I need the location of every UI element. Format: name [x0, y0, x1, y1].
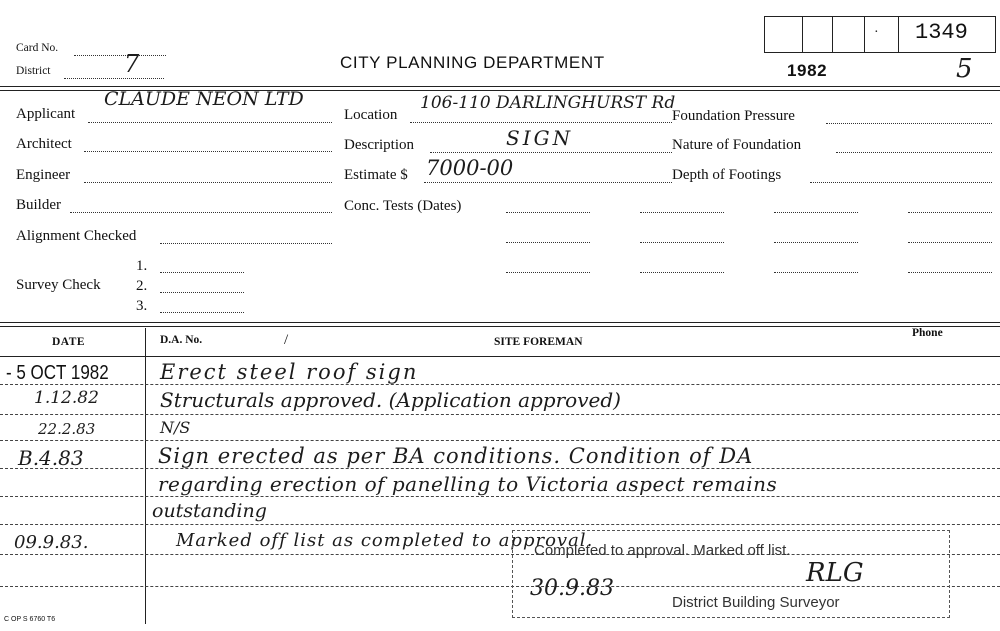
stamp-surveyor-text: District Building Surveyor [672, 594, 840, 611]
description-label: Description [344, 137, 414, 153]
location-value: 106-110 DARLINGHURST Rd [420, 93, 676, 113]
department-title: CITY PLANNING DEPARTMENT [340, 53, 605, 72]
conc-test-line [908, 272, 992, 273]
site-foreman-header: SITE FOREMAN [494, 336, 583, 348]
conc-test-line [774, 272, 858, 273]
conc-test-line [640, 212, 724, 213]
estimate-line [424, 182, 672, 183]
survey-label: Survey Check [16, 277, 101, 293]
survey-line [160, 292, 244, 293]
depth-footings-label: Depth of Footings [672, 167, 782, 183]
table-row-rule [0, 524, 1000, 525]
date-column-divider [145, 328, 146, 624]
log-entry: Structurals approved. (Application approved) [160, 388, 621, 412]
alignment-label: Alignment Checked [16, 228, 137, 244]
separator-line [0, 326, 1000, 327]
survey-number: 2. [136, 278, 148, 294]
table-row-rule [0, 496, 1000, 497]
box-divider [864, 16, 865, 53]
description-line [430, 152, 672, 153]
box-divider [898, 16, 899, 53]
district-value: 7 [124, 50, 140, 78]
foundation-pressure-line [826, 123, 992, 124]
conc-test-line [506, 242, 590, 243]
conc-test-line [506, 272, 590, 273]
conc-test-line [774, 242, 858, 243]
survey-number: 1. [136, 258, 148, 274]
survey-number: 3. [136, 298, 148, 314]
table-header-rule [0, 356, 1000, 357]
card-no-line [74, 55, 166, 56]
conc-test-line [908, 212, 992, 213]
log-entry: regarding erection of panelling to Victoria aspect remains [158, 472, 778, 496]
depth-footings-line [810, 182, 992, 183]
log-date: 09.9.83. [14, 532, 89, 553]
stamp-signature: RLG [806, 558, 864, 588]
estimate-value: 7000-00 [426, 156, 514, 180]
table-row-rule [0, 468, 1000, 469]
engineer-line [84, 182, 332, 183]
box-divider [802, 16, 803, 53]
da-column-header: D.A. No. [160, 334, 203, 346]
card-no-label: Card No. [16, 42, 59, 54]
architect-label: Architect [16, 136, 72, 152]
builder-line [70, 212, 332, 213]
foundation-pressure-label: Foundation Pressure [672, 108, 795, 124]
description-value: SIGN [506, 126, 574, 150]
applicant-line [88, 122, 332, 123]
conc-test-line [774, 212, 858, 213]
survey-line [160, 272, 244, 273]
da-slash: / [284, 332, 289, 348]
conc-test-line [640, 242, 724, 243]
date-column-header: DATE [52, 336, 86, 348]
log-date: B.4.83 [18, 446, 84, 470]
log-date: 22.2.83 [38, 420, 96, 438]
separator-line [0, 322, 1000, 323]
builder-label: Builder [16, 197, 61, 213]
conc-tests-label: Conc. Tests (Dates) [344, 198, 462, 214]
location-line [410, 122, 672, 123]
applicant-label: Applicant [16, 106, 76, 122]
year: 1982 [787, 61, 828, 80]
conc-test-line [908, 242, 992, 243]
form-code: C OP S 6760 T6 [4, 616, 56, 623]
log-entry: Sign erected as per BA conditions. Condition of DA [158, 444, 754, 468]
number-box-tick: · [874, 25, 879, 40]
alignment-line [160, 243, 332, 244]
log-date-stamp: - 5 OCT 1982 [6, 362, 109, 384]
card-number: 1349 [915, 20, 968, 45]
nature-foundation-label: Nature of Foundation [672, 137, 802, 153]
separator-line [0, 86, 1000, 87]
log-entry: N/S [160, 418, 191, 437]
architect-line [84, 151, 332, 152]
district-line [64, 78, 164, 79]
box-divider [832, 16, 833, 53]
district-label: District [16, 65, 51, 77]
table-row-rule [0, 440, 1000, 441]
stamp-date: 30.9.83 [530, 576, 614, 601]
conc-test-line [640, 272, 724, 273]
nature-foundation-line [836, 152, 992, 153]
log-entry: outstanding [152, 500, 267, 522]
survey-line [160, 312, 244, 313]
log-date: 1.12.82 [34, 388, 99, 408]
log-entry: Erect steel roof sign [160, 360, 419, 384]
location-label: Location [344, 107, 398, 123]
log-entry: Marked off list as completed to approval. [176, 530, 594, 551]
estimate-label: Estimate $ [344, 167, 408, 183]
table-row-rule [0, 384, 1000, 385]
conc-test-line [506, 212, 590, 213]
stamp-completed-text: Completed to approval. Marked off list. [534, 542, 791, 559]
handwritten-number: 5 [956, 54, 973, 84]
table-row-rule [0, 414, 1000, 415]
applicant-value: CLAUDE NEON LTD [104, 88, 304, 110]
engineer-label: Engineer [16, 167, 71, 183]
phone-header: Phone [912, 327, 943, 339]
